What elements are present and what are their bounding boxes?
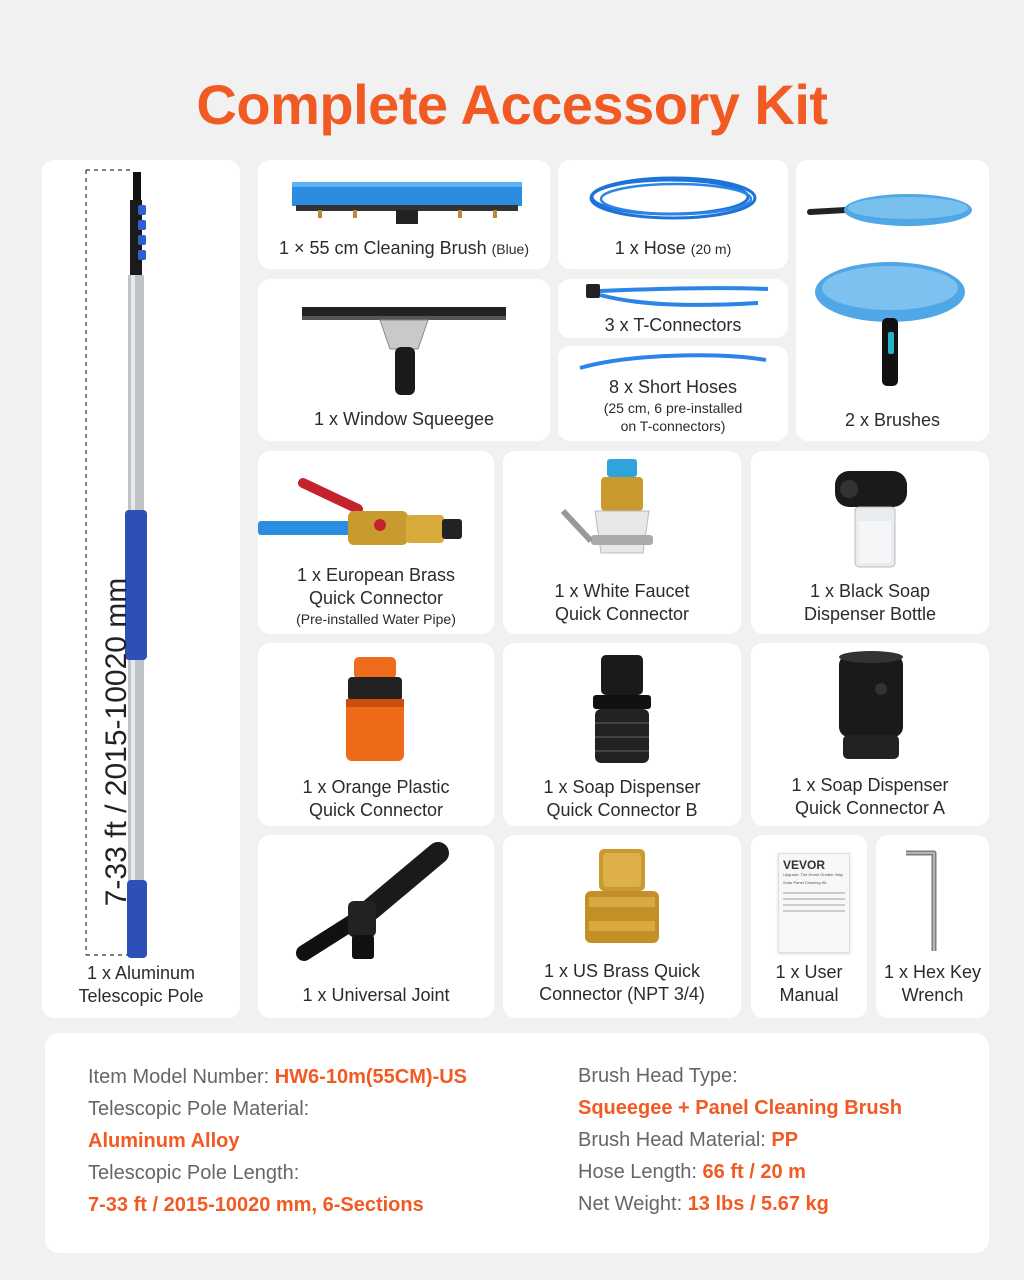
card-soap-connector-a <box>751 643 989 826</box>
spec-pole-length-label: Telescopic Pole Length: <box>88 1162 300 1184</box>
hex-key-label2: Wrench <box>901 985 964 1005</box>
pole-dimension-label: 7-33 ft / 2015-10020 mm <box>100 577 133 907</box>
short-hoses-image <box>558 346 788 372</box>
soap-connector-a-caption <box>751 774 989 820</box>
universal-joint-label: 1 x Universal Joint <box>302 985 450 1005</box>
two-brushes-caption <box>796 409 989 432</box>
t-connectors-label: 3 x T-Connectors <box>604 315 742 335</box>
hose-label: 1 x Hose <box>614 238 686 258</box>
soap-bottle-label: 1 x Black Soap <box>809 581 931 601</box>
soap-connector-a-label: 1 x Soap Dispenser <box>791 775 949 795</box>
card-two-brushes <box>796 160 989 441</box>
universal-joint-image <box>258 835 494 975</box>
two-brushes-image <box>796 160 989 400</box>
orange-connector-image <box>258 643 494 773</box>
soap-connector-a-label2: Quick Connector A <box>794 798 946 818</box>
orange-connector-caption <box>258 776 494 822</box>
european-brass-image <box>258 451 494 561</box>
specs-left-column <box>88 1061 558 1221</box>
card-white-faucet-connector <box>503 451 741 634</box>
user-manual-label2: Manual <box>779 985 839 1005</box>
spec-brush-material-value: PP <box>771 1129 799 1151</box>
short-hoses-note2: on T-connectors) <box>620 418 726 434</box>
cleaning-brush-image <box>258 160 550 230</box>
card-us-brass-connector <box>503 835 741 1018</box>
spec-weight-label: Net Weight: <box>578 1193 688 1215</box>
short-hoses-note1: (25 cm, 6 pre-installed <box>603 400 743 416</box>
user-manual-label: 1 x User <box>775 962 843 982</box>
hose-image <box>558 160 788 230</box>
orange-connector-label2: Quick Connector <box>308 800 444 820</box>
hex-key-label: 1 x Hex Key <box>883 962 982 982</box>
spec-pole-length-value: 7-33 ft / 2015-10020 mm, 6-Sections <box>88 1194 424 1216</box>
spec-brush-type-label: Brush Head Type: <box>578 1065 738 1087</box>
t-connectors-caption <box>558 314 788 337</box>
soap-bottle-image <box>751 451 989 571</box>
pole-caption-line2: Telescopic Pole <box>78 986 204 1006</box>
spec-model-label: Item Model Number: <box>88 1066 275 1088</box>
soap-connector-b-label2: Quick Connector B <box>546 800 698 820</box>
soap-connector-b-caption <box>503 776 741 822</box>
cleaning-brush-note: (Blue) <box>491 241 529 257</box>
european-brass-label2: Quick Connector <box>308 588 444 608</box>
spec-pole-material-value: Aluminum Alloy <box>88 1130 240 1152</box>
spec-hose-length-value: 66 ft / 20 m <box>702 1161 806 1183</box>
card-window-squeegee <box>258 279 550 441</box>
pole-caption <box>42 962 240 1008</box>
card-hose <box>558 160 788 269</box>
universal-joint-caption <box>258 984 494 1007</box>
manual-doc-title: Solar Panel Cleaning Kit <box>783 880 827 885</box>
white-faucet-label2: Quick Connector <box>554 604 690 624</box>
user-manual-caption <box>751 961 867 1007</box>
hose-note: (20 m) <box>690 241 732 257</box>
cleaning-brush-caption <box>258 237 550 260</box>
short-hoses-label: 8 x Short Hoses <box>608 377 738 397</box>
soap-connector-b-image <box>503 643 741 773</box>
squeegee-image <box>258 279 550 409</box>
card-hex-key <box>876 835 989 1018</box>
soap-connector-b-label: 1 x Soap Dispenser <box>543 777 701 797</box>
spec-model-row <box>88 1061 558 1093</box>
hex-key-caption <box>876 961 989 1007</box>
spec-model-value: HW6-10m(55CM)-US <box>274 1066 467 1088</box>
card-user-manual <box>751 835 867 1018</box>
european-brass-caption <box>258 564 494 628</box>
manual-brand: VEVOR <box>783 858 826 872</box>
us-brass-label2: Connector (NPT 3/4) <box>539 984 705 1004</box>
short-hoses-caption <box>558 376 788 435</box>
orange-connector-label: 1 x Orange Plastic <box>302 777 450 797</box>
card-telescopic-pole <box>42 160 240 1018</box>
hose-caption <box>558 237 788 260</box>
us-brass-caption <box>503 960 741 1006</box>
card-universal-joint <box>258 835 494 1018</box>
us-brass-label: 1 x US Brass Quick <box>543 961 701 981</box>
squeegee-caption <box>258 408 550 431</box>
white-faucet-caption <box>503 580 741 626</box>
manual-tagline: Upgrade: The Home Greater Way <box>783 872 843 877</box>
card-soap-connector-b <box>503 643 741 826</box>
t-connectors-image <box>558 279 788 319</box>
spec-weight-value: 13 lbs / 5.67 kg <box>687 1193 829 1215</box>
page-title: Complete Accessory Kit <box>196 73 828 136</box>
specifications-panel <box>45 1033 989 1253</box>
spec-hose-length-label: Hose Length: <box>578 1161 703 1183</box>
pole-caption-line1: 1 x Aluminum <box>86 963 196 983</box>
spec-brush-material-row <box>578 1124 978 1156</box>
us-brass-image <box>503 835 741 955</box>
spec-brush-material-label: Brush Head Material: <box>578 1129 772 1151</box>
card-short-hoses <box>558 346 788 441</box>
specs-right-column <box>578 1060 978 1220</box>
soap-bottle-caption <box>751 580 989 626</box>
squeegee-label: 1 x Window Squeegee <box>313 409 495 429</box>
card-orange-plastic-connector <box>258 643 494 826</box>
card-european-brass-connector <box>258 451 494 634</box>
european-brass-note: (Pre-installed Water Pipe) <box>296 611 456 627</box>
spec-weight-row <box>578 1188 978 1220</box>
spec-brush-type-value: Squeegee + Panel Cleaning Brush <box>578 1097 902 1119</box>
white-faucet-label: 1 x White Faucet <box>554 581 690 601</box>
spec-pole-material-label: Telescopic Pole Material: <box>88 1098 310 1120</box>
hex-key-image <box>876 835 989 965</box>
card-cleaning-brush <box>258 160 550 269</box>
spec-hose-length-row <box>578 1156 978 1188</box>
card-soap-dispenser-bottle <box>751 451 989 634</box>
card-t-connectors <box>558 279 788 338</box>
two-brushes-label: 2 x Brushes <box>844 410 941 430</box>
white-faucet-image <box>503 451 741 571</box>
european-brass-label: 1 x European Brass <box>296 565 456 585</box>
soap-connector-a-image <box>751 643 989 773</box>
manual-image <box>778 853 850 953</box>
cleaning-brush-label: 1 × 55 cm Cleaning Brush <box>279 238 487 258</box>
soap-bottle-label2: Dispenser Bottle <box>803 604 937 624</box>
